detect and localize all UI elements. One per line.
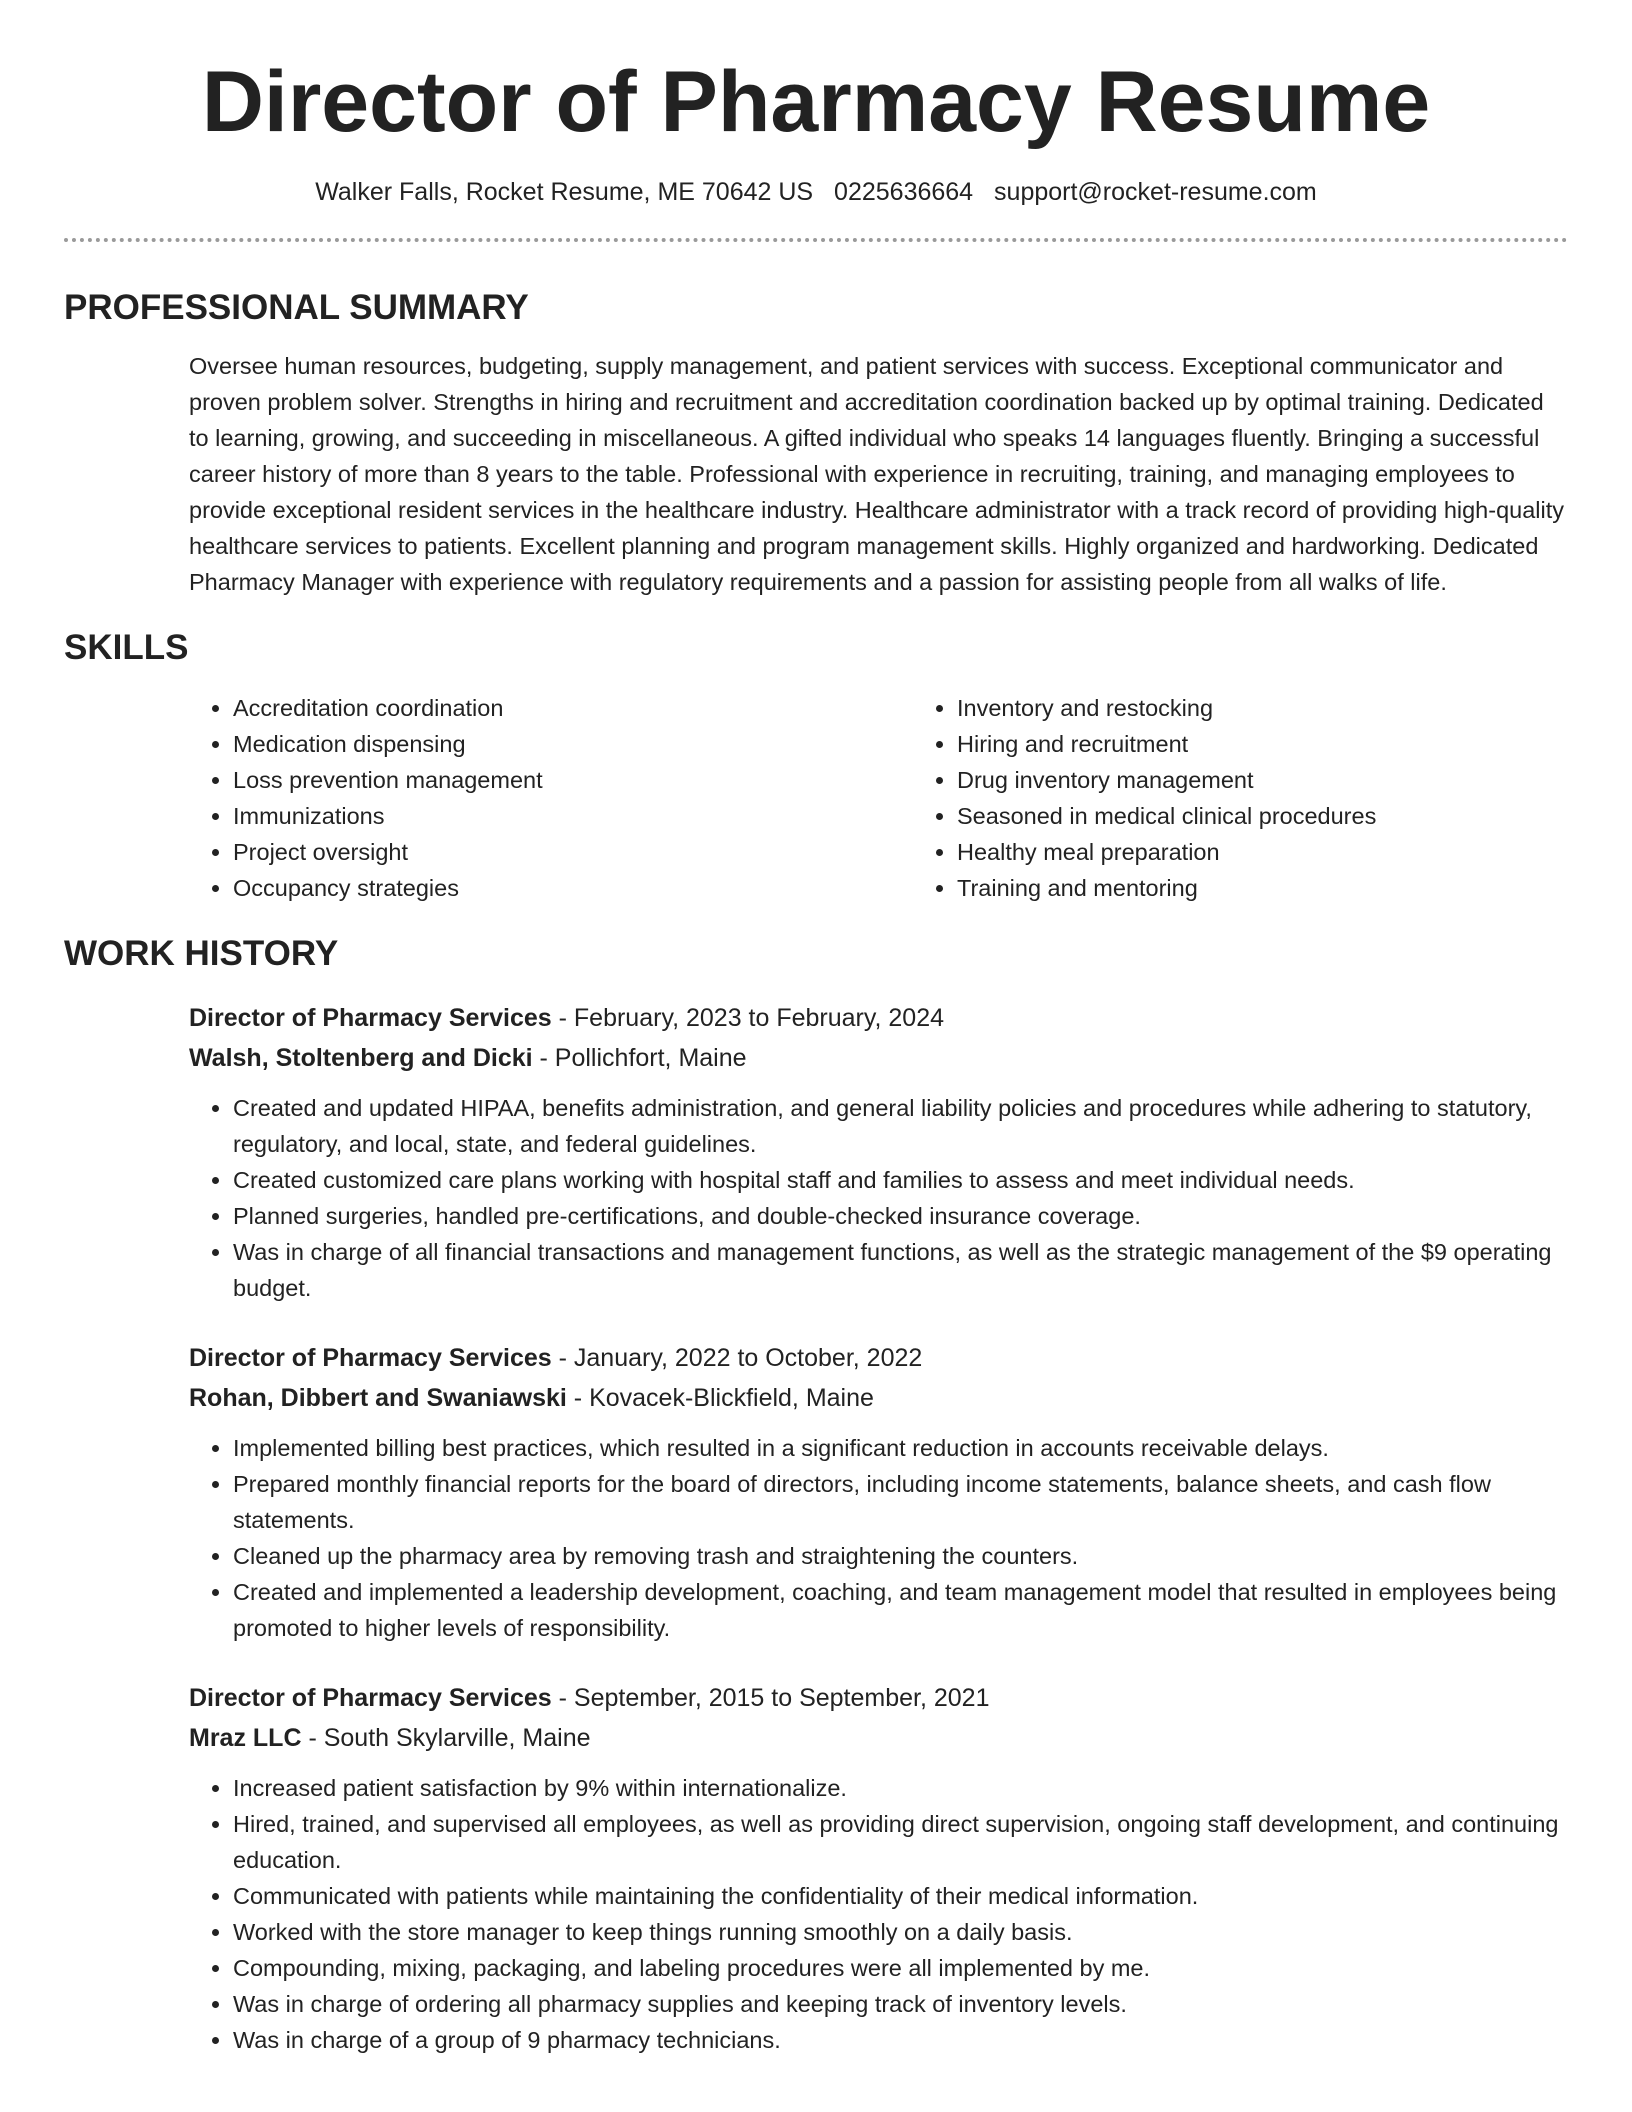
skill-item: • Inventory and restocking [957, 690, 1376, 726]
job-bullets [189, 1090, 1568, 1306]
skill-item: • Drug inventory management [957, 762, 1376, 798]
job-company: Mraz LLC [189, 1724, 302, 1752]
job-bullet: • Planned surgeries, handled pre-certifications, and double-checked insurance coverage. [233, 1198, 1568, 1234]
job-entry [189, 998, 1568, 1306]
job-role-line [189, 1678, 1568, 1718]
job-bullet: • Was in charge of all financial transactions and management functions, as well as the strategic management of the $9 operating budget. [233, 1234, 1568, 1306]
skill-item: • Healthy meal preparation [957, 834, 1376, 870]
skill-item: • Hiring and recruitment [957, 726, 1376, 762]
job-bullet: • Prepared monthly financial reports for the board of directors, including income statements, balance sheets, and cash flow statements. [233, 1466, 1568, 1538]
job-bullet: • Hired, trained, and supervised all employees, as well as providing direct supervision, ongoing staff development, and continuing education. [233, 1806, 1568, 1878]
job-bullet: • Created and implemented a leadership development, coaching, and team management model that resulted in employees being promoted to higher levels of responsibility. [233, 1574, 1568, 1646]
job-role-line [189, 998, 1568, 1038]
skill-item: • Accreditation coordination [233, 690, 913, 726]
skills-column-right [913, 690, 1376, 906]
job-dates: - February, 2023 to February, 2024 [551, 1004, 945, 1032]
job-bullet: • Worked with the store manager to keep things running smoothly on a daily basis. [233, 1914, 1568, 1950]
skill-item: • Project oversight [233, 834, 913, 870]
job-company-line [189, 1038, 1568, 1078]
job-location: - South Skylarville, Maine [301, 1724, 591, 1752]
job-entry [189, 1678, 1568, 2058]
job-bullet: • Increased patient satisfaction by 9% within internationalize. [233, 1770, 1568, 1806]
job-bullet: • Was in charge of ordering all pharmacy supplies and keeping track of inventory levels. [233, 1986, 1568, 2022]
job-role-line [189, 1338, 1568, 1378]
skills-list [189, 690, 1568, 906]
resume-title: Director of Pharmacy Resume [201, 54, 1431, 150]
job-dates: - January, 2022 to October, 2022 [551, 1344, 923, 1372]
job-role: Director of Pharmacy Services [189, 1004, 552, 1032]
job-bullets [189, 1430, 1568, 1646]
job-dates: - September, 2015 to September, 2021 [551, 1684, 990, 1712]
skill-item: • Immunizations [233, 798, 913, 834]
job-bullets [189, 1770, 1568, 2058]
job-location: - Pollichfort, Maine [532, 1044, 747, 1072]
job-company: Walsh, Stoltenberg and Dicki [189, 1044, 533, 1072]
resume-header [0, 0, 1632, 208]
skill-item: • Occupancy strategies [233, 870, 913, 906]
job-bullet: • Was in charge of a group of 9 pharmacy technicians. [233, 2022, 1568, 2058]
header-divider [64, 238, 1568, 242]
job-role: Director of Pharmacy Services [189, 1344, 552, 1372]
job-entry [189, 1338, 1568, 1646]
job-bullet: • Created customized care plans working with hospital staff and families to assess and meet individual needs. [233, 1162, 1568, 1198]
job-location: - Kovacek-Blickfield, Maine [566, 1384, 874, 1412]
work-history-heading: WORK HISTORY [64, 934, 339, 973]
skills-column-left [189, 690, 913, 906]
job-role: Director of Pharmacy Services [189, 1684, 552, 1712]
contact-email: support@rocket-resume.com [994, 178, 1317, 206]
job-company-line [189, 1718, 1568, 1758]
job-company: Rohan, Dibbert and Swaniawski [189, 1384, 567, 1412]
contact-address: Walker Falls, Rocket Resume, ME 70642 US [315, 178, 814, 206]
skill-item: • Training and mentoring [957, 870, 1376, 906]
skill-item: • Seasoned in medical clinical procedures [957, 798, 1376, 834]
skill-item: • Loss prevention management [233, 762, 913, 798]
summary-heading: PROFESSIONAL SUMMARY [64, 288, 529, 327]
contact-line [0, 176, 1632, 208]
contact-phone: 0225636664 [834, 178, 974, 206]
summary-text: Oversee human resources, budgeting, supply management, and patient services with success. Exceptional communicator and proven problem solver. Strengths in hiring and recruitment and accreditation coordination backed up by optimal training. Dedicated to learning, growing, and succeeding in miscellaneous. A gifted individual who speaks 14 languages fluently. Bringing a successful career history of more than 8 years to the table. Professional with experience in recruiting, training, and managing employees to provide exceptional resident services in the healthcare industry. Healthcare administrator with a track record of providing high-quality healthcare services to patients. Excellent planning and program management skills. Highly organized and hardworking. Dedicated Pharmacy Manager with experience with regulatory requirements and a passion for assisting people from all walks of life. [189, 353, 1565, 595]
job-bullet: • Implemented billing best practices, which resulted in a significant reduction in accounts receivable delays. [233, 1430, 1568, 1466]
job-company-line [189, 1378, 1568, 1418]
skills-heading: SKILLS [64, 628, 189, 667]
job-bullet: • Created and updated HIPAA, benefits administration, and general liability policies and procedures while adhering to statutory, regulatory, and local, state, and federal guidelines. [233, 1090, 1568, 1162]
job-bullet: • Compounding, mixing, packaging, and labeling procedures were all implemented by me. [233, 1950, 1568, 1986]
job-bullet: • Cleaned up the pharmacy area by removing trash and straightening the counters. [233, 1538, 1568, 1574]
skill-item: • Medication dispensing [233, 726, 913, 762]
job-bullet: • Communicated with patients while maintaining the confidentiality of their medical information. [233, 1878, 1568, 1914]
